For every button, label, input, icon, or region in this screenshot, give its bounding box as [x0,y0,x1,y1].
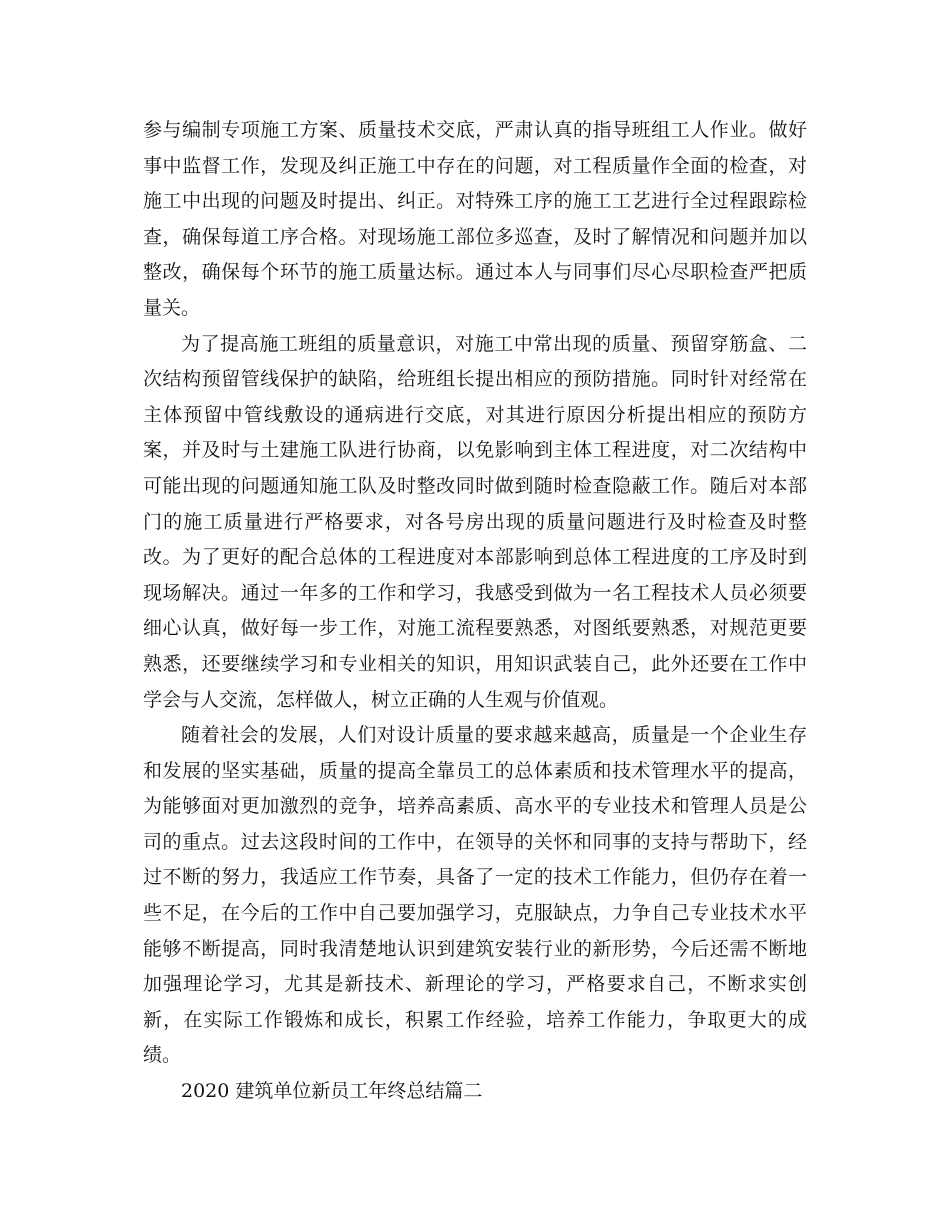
paragraph-2: 为了提高施工班组的质量意识，对施工中常出现的质量、预留穿筋盒、二次结构预留管线保护的缺陷，给班组长提出相应的预防措施。同时针对经常在主体预留中管线敷设的通病进行交底，对其进行原因分析提出相应的预防方案，并及时与土建施工队进行协商，以免影响到主体工程进度，对二次结构中可能出现的问题通知施工队及时整改同时做到随时检查隐蔽工作。随后对本部门的施工质量进行严格要求，对各号房出现的质量问题进行及时检查及时整改。为了更好的配合总体的工程进度对本部影响到总体工程进度的工序及时到现场解决。通过一年多的工作和学习，我感受到做为一名工程技术人员必须要细心认真，做好每一步工作，对施工流程要熟悉，对图纸要熟悉，对规范更要熟悉，还要继续学习和专业相关的知识，用知识武装自己，此外还要在工作中学会与人交流，怎样做人，树立正确的人生观与价值观。 [143,332,807,711]
paragraph-3: 随着社会的发展，人们对设计质量的要求越来越高，质量是一个企业生存和发展的坚实基础，质量的提高全靠员工的总体素质和技术管理水平的提高，为能够面对更加激烈的竞争，培养高素质、高水平的专业技术和管理人员是公司的重点。过去这段时间的工作中，在领导的关怀和同事的支持与帮助下，经过不断的努力，我适应工作节奏，具备了一定的技术工作能力，但仍存在着一些不足，在今后的工作中自己要加强学习，克服缺点，力争自己专业技术水平能够不断提高，同时我清楚地认识到建筑安装行业的新形势，今后还需不断地加强理论学习，尤其是新技术、新理论的学习，严格要求自己，不断求实创新，在实际工作锻炼和成长，积累工作经验，培养工作能力，争取更大的成绩。 [143,724,807,1067]
paragraph-1: 参与编制专项施工方案、质量技术交底，严肃认真的指导班组工人作业。做好事中监督工作，发现及纠正施工中存在的问题，对工程质量作全面的检查，对施工中出现的问题及时提出、纠正。对特殊工序的施工工艺进行全过程跟踪检查，确保每道工序合格。对现场施工部位多巡查，及时了解情况和问题并加以整改，确保每个环节的施工质量达标。通过本人与同事们尽心尽职检查严把质量关。 [143,119,807,319]
section-heading: 2020 建筑单位新员工年终总结篇二 [181,1080,483,1103]
document-body [143,113,807,1110]
